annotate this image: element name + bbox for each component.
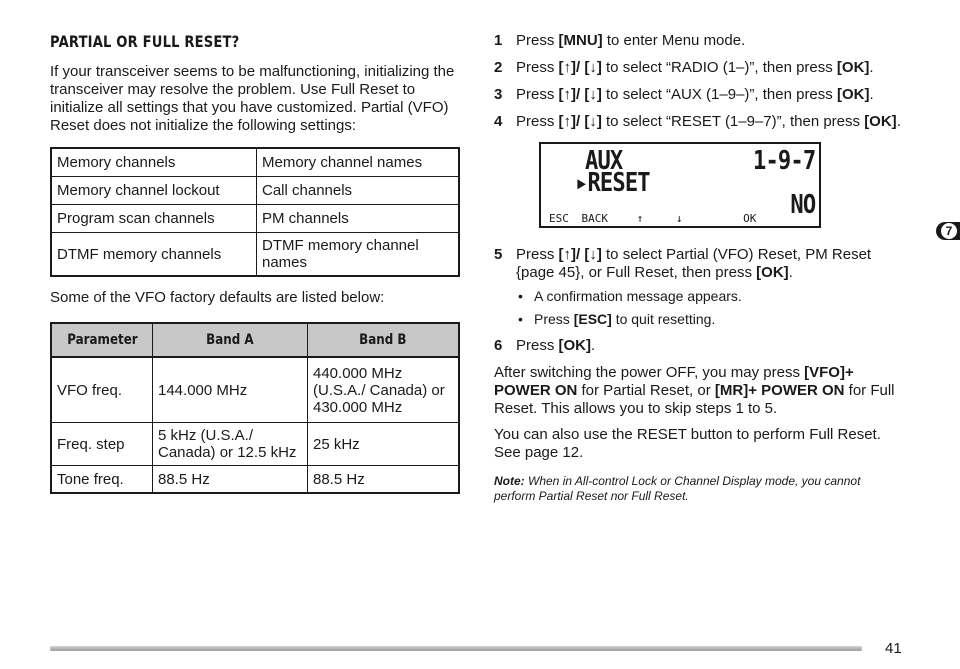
step-number: 5 [494, 246, 503, 263]
step-2: 2 Press [↑]/ [↓] to select “RADIO (1–)”, then press [OK]. [494, 59, 874, 76]
column-header-parameter: Parameter [51, 323, 153, 357]
lcd-menu-number: 1-9-7 [752, 146, 815, 176]
table-cell: Tone freq. [51, 466, 153, 494]
note: Note: When in All-control Lock or Channel Display mode, you cannot perform Partial Reset nor Full Reset. [494, 474, 861, 503]
table-cell: PM channels [257, 205, 460, 233]
table-cell: 88.5 Hz [153, 466, 308, 494]
table-cell: DTMF memory channel names [257, 233, 460, 277]
step-5: 5 Press [↑]/ [↓] to select Partial (VFO) Reset, PM Reset {page 45}, or Full Reset, then press [OK]. [494, 246, 872, 281]
step-4: 4 Press [↑]/ [↓] to select “RESET (1–9–7)”, then press [OK]. [494, 113, 901, 130]
step-6: 6 Press [OK]. [494, 337, 596, 354]
lcd-value: NO [790, 190, 815, 220]
preserved-settings-table [50, 147, 460, 277]
table-cell: Program scan channels [51, 205, 257, 233]
left-column [50, 30, 460, 494]
footer-rule [50, 646, 862, 651]
key-up-down: [↑]/ [↓] [558, 86, 602, 103]
table-row [51, 357, 459, 423]
table-cell: 5 kHz (U.S.A./ Canada) or 12.5 kHz [153, 423, 308, 466]
table-cell: DTMF memory channels [51, 233, 257, 277]
power-on-paragraph: After switching the power OFF, you may press [VFO]+ POWER ON for Partial Reset, or [MR]+ POWER ON for Full Reset. This allows you to skip steps 1 to 5. [494, 364, 895, 417]
step-1: 1 Press [MNU] to enter Menu mode. [494, 32, 746, 49]
bullet-confirmation: • A confirmation message appears. [494, 288, 904, 305]
note-label: Note: [494, 474, 525, 488]
step-number: 6 [494, 337, 503, 354]
step-number: 3 [494, 86, 503, 103]
bullet-esc: • Press [ESC] to quit resetting. [494, 311, 904, 328]
chapter-number: 7 [941, 223, 957, 239]
key-up-down: [↑]/ [↓] [558, 246, 602, 263]
key-ok: [OK] [836, 86, 870, 103]
reset-button-paragraph: You can also use the RESET button to perform Full Reset. See page 12. [494, 426, 881, 461]
page-number: 41 [885, 640, 902, 657]
lcd-display [539, 142, 821, 228]
key-ok: [OK] [558, 337, 592, 354]
vfo-defaults-table [50, 322, 460, 494]
table-cell: 440.000 MHz (U.S.A./ Canada) or 430.000 MHz [308, 357, 460, 423]
table-cell: 25 kHz [308, 423, 460, 466]
key-mr-power-on: [MR]+ POWER ON [714, 382, 845, 399]
table-cell: VFO freq. [51, 357, 153, 423]
lcd-softkey-up-icon: ↑ [636, 212, 644, 225]
table-row [51, 466, 459, 494]
intro-paragraph: If your transceiver seems to be malfunctioning, initializing the transceiver may resolve the problem. Use Full Reset to initialize all settings that you have customized. Partial (VFO) Reset does not initialize the following settings: [50, 63, 455, 134]
step-number: 2 [494, 59, 503, 76]
lcd-softkey-ok: OK [743, 212, 757, 225]
key-vfo-power-on: [VFO]+ POWER ON [494, 364, 854, 399]
table-cell: Memory channel names [257, 148, 460, 177]
lcd-reset-item: ▸RESET [575, 168, 650, 198]
key-up-down: [↑]/ [↓] [558, 59, 602, 76]
key-up-down: [↑]/ [↓] [558, 113, 602, 130]
lcd-softkey-row [549, 212, 756, 225]
key-ok: [OK] [864, 113, 897, 130]
table-cell: Call channels [257, 177, 460, 205]
lcd-softkey-back: BACK [581, 212, 608, 225]
lcd-menu-label: AUX [585, 146, 623, 176]
lcd-softkey-down-icon: ↓ [675, 212, 683, 225]
column-header-band-b: Band B [308, 323, 460, 357]
key-ok: [OK] [756, 264, 789, 281]
table-cell: 88.5 Hz [308, 466, 460, 494]
right-column [494, 32, 904, 504]
step-number: 1 [494, 32, 503, 49]
table-cell: Memory channels [51, 148, 257, 177]
key-ok: [OK] [836, 59, 870, 76]
table-row [51, 205, 459, 233]
table-row [51, 233, 459, 277]
step-number: 4 [494, 113, 503, 130]
table-row [51, 177, 459, 205]
table-row [51, 148, 459, 177]
table-cell: 144.000 MHz [153, 357, 308, 423]
lcd-softkey-esc: ESC [549, 212, 569, 225]
step-3: 3 Press [↑]/ [↓] to select “AUX (1–9–)”, then press [OK]. [494, 86, 874, 103]
vfo-defaults-intro: Some of the VFO factory defaults are listed below: [50, 289, 385, 306]
table-cell: Memory channel lockout [51, 177, 257, 205]
key-mnu: [MNU] [558, 32, 603, 49]
column-header-band-a: Band A [153, 323, 308, 357]
table-header-row [51, 323, 459, 357]
section-heading: PARTIAL OR FULL RESET? [50, 32, 240, 51]
table-row [51, 423, 459, 466]
table-cell: Freq. step [51, 423, 153, 466]
key-esc: [ESC] [573, 311, 612, 327]
